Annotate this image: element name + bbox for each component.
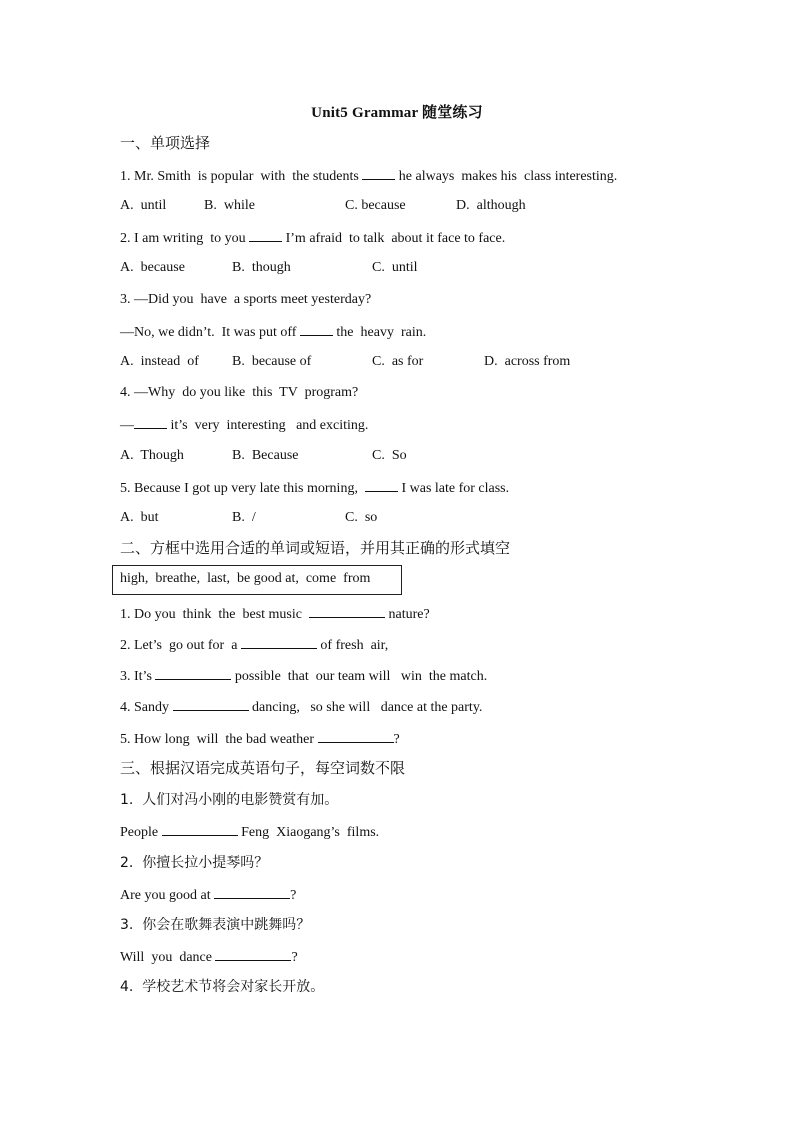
question-text: dancing, so she will dance at the party. <box>252 700 483 715</box>
question-text: he always makes his class interesting. <box>398 169 618 184</box>
question-text: 1. Do you think the best music <box>120 607 302 622</box>
option-c[interactable]: C. So <box>372 448 407 463</box>
question-text: I’m afraid to talk about it face to face. <box>285 231 506 246</box>
question-text: —No, we didn’t. It was put off <box>120 325 297 340</box>
answer-blank[interactable] <box>215 946 291 961</box>
translation-answer-2 <box>120 884 296 906</box>
question-4-line-2 <box>120 414 368 436</box>
answer-blank[interactable] <box>241 634 317 649</box>
question-text: People <box>120 825 159 840</box>
question-text: it’s very interesting and exciting. <box>170 418 369 433</box>
option-c[interactable]: C. as for <box>372 354 424 369</box>
answer-blank[interactable] <box>318 728 394 743</box>
question-text: 3. It’s <box>120 669 152 684</box>
option-d[interactable]: D. across from <box>484 354 571 369</box>
question-5 <box>120 477 509 499</box>
fill-item-5 <box>120 728 400 750</box>
translation-answer-1 <box>120 821 379 843</box>
section-heading-fill-in-blanks: 二、方框中选用合适的单词或短语，并用其正确的形式填空 <box>120 539 511 557</box>
section-heading-translation: 三、根据汉语完成英语句子，每空词数不限 <box>120 759 406 777</box>
question-text: 2. I am writing to you <box>120 231 246 246</box>
translation-prompt-3: 3. 你会在歌舞表演中跳舞吗？ <box>120 917 311 933</box>
option-a[interactable]: A. Though <box>120 448 184 463</box>
answer-blank[interactable] <box>249 227 282 242</box>
question-text: Are you good at <box>120 888 211 903</box>
option-b[interactable]: B. because of <box>232 354 312 369</box>
option-c[interactable]: C. so <box>345 510 378 525</box>
option-b[interactable]: B. / <box>232 510 256 525</box>
question-1 <box>120 165 617 187</box>
option-b[interactable]: B. while <box>204 198 255 213</box>
option-a[interactable]: A. because <box>120 260 185 275</box>
question-text: Will you dance <box>120 950 212 965</box>
question-text: ? <box>290 888 297 903</box>
question-text: the heavy rain. <box>336 325 427 340</box>
question-text: ? <box>291 950 298 965</box>
option-a[interactable]: A. instead of <box>120 354 199 369</box>
translation-prompt-2: 2. 你擅长拉小提琴吗？ <box>120 855 269 871</box>
answer-blank[interactable] <box>134 414 167 429</box>
option-a[interactable]: A. but <box>120 510 159 525</box>
answer-blank[interactable] <box>214 884 290 899</box>
question-3-line-2 <box>120 321 426 343</box>
translation-prompt-1: 1. 人们对冯小刚的电影赞赏有加。 <box>120 792 339 808</box>
word-bank-box <box>112 565 402 595</box>
question-text: 5. How long will the bad weather <box>120 732 315 747</box>
answer-blank[interactable] <box>155 665 231 680</box>
answer-blank[interactable] <box>162 821 238 836</box>
translation-answer-3 <box>120 946 298 968</box>
page-title: Unit5 Grammar 随堂练习 <box>311 105 483 121</box>
question-4-line-1: 4. —Why do you like this TV program? <box>120 385 359 400</box>
fill-item-4 <box>120 696 482 718</box>
question-text: Feng Xiaogang’s films. <box>241 825 380 840</box>
option-a[interactable]: A. until <box>120 198 167 213</box>
option-c[interactable]: C. because <box>345 198 406 213</box>
section-heading-multiple-choice: 一、单项选择 <box>120 134 211 152</box>
question-text: 1. Mr. Smith is popular with the students <box>120 169 359 184</box>
question-text: of fresh air, <box>320 638 389 653</box>
question-text: I was late for class. <box>401 481 510 496</box>
answer-blank[interactable] <box>300 321 333 336</box>
translation-prompt-4: 4. 学校艺术节将会对家长开放。 <box>120 979 325 995</box>
fill-item-1 <box>120 603 430 625</box>
question-3-line-1: 3. —Did you have a sports meet yesterday? <box>120 292 372 307</box>
question-text: 4. Sandy <box>120 700 169 715</box>
answer-blank[interactable] <box>362 165 395 180</box>
option-d[interactable]: D. although <box>456 198 526 213</box>
question-text: ? <box>393 732 400 747</box>
question-text: possible that our team will win the match. <box>234 669 488 684</box>
word-bank-text: high, breathe, last, be good at, come from <box>120 571 371 586</box>
fill-item-2 <box>120 634 388 656</box>
option-b[interactable]: B. Because <box>232 448 299 463</box>
answer-blank[interactable] <box>365 477 398 492</box>
option-c[interactable]: C. until <box>372 260 418 275</box>
question-text: 5. Because I got up very late this morning, <box>120 481 358 496</box>
question-text: nature? <box>388 607 430 622</box>
option-b[interactable]: B. though <box>232 260 291 275</box>
fill-item-3 <box>120 665 487 687</box>
question-text: — <box>120 418 134 433</box>
question-2 <box>120 227 505 249</box>
question-text: 2. Let’s go out for a <box>120 638 238 653</box>
answer-blank[interactable] <box>173 696 249 711</box>
answer-blank[interactable] <box>309 603 385 618</box>
